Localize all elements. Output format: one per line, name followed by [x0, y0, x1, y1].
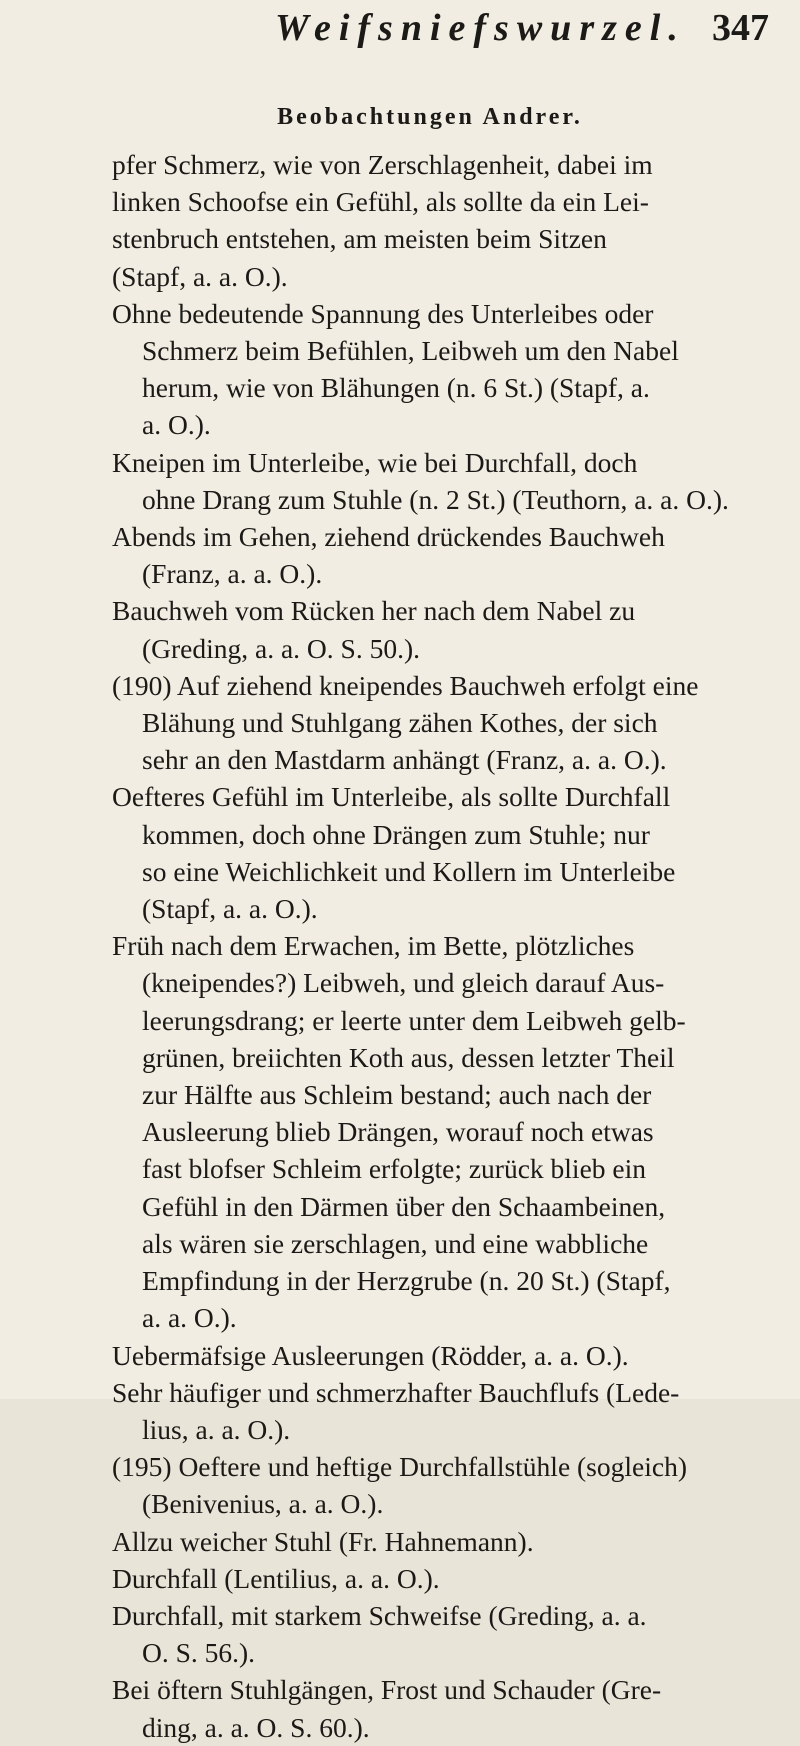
entry: Oefteres Gefühl im Unterleibe, als sollte Durchfall kommen, doch ohne Drängen zum Stuhle; nur so eine Weichlichkeit und Kollern im Unterleibe (Stapf, a. a. O.).	[112, 781, 676, 925]
entry: Allzu weicher Stuhl (Fr. Hahnemann).	[112, 1525, 534, 1557]
entry: Bauchweh vom Rücken her nach dem Nabel zu (Greding, a. a. O. S. 50.).	[112, 595, 636, 664]
page-number: 347	[712, 7, 769, 49]
entry: Früh nach dem Erwachen, im Bette, plötzliches (kneipendes?) Leibweh, und gleich darauf Aus- leerungsdrang; er leerte unter dem Leibweh gelb- grünen, breiichten Koth aus, dessen letzter Theil zur Hälfte aus Schleim bestand; auch nach der Ausleerung blieb Drängen, worauf noch etwas fast blofser Schleim erfolgte; zurück blieb ein Gefühl in den Därmen über den Schaambeinen, als wären sie zerschlagen, und eine wabbliche Empfindung in der Herzgrube (n. 20 St.) (Stapf, a. a. O.).	[112, 930, 686, 1334]
entry: Ohne bedeutende Spannung des Unterleibes oder Schmerz beim Befühlen, Leibweh um den Nabel herum, wie von Blähungen (n. 6 St.) (Stapf, a. a. O.).	[112, 297, 679, 441]
entry: Durchfall (Lentilius, a. a. O.).	[112, 1562, 440, 1594]
entry: (190) Auf ziehend kneipendes Bauchweh erfolgt eine Blähung und Stuhlgang zähen Kothes, der sich sehr an den Mastdarm anhängt (Franz, a. a. O.).	[112, 669, 699, 776]
entry: Sehr häufiger und schmerzhafter Bauchflufs (Lede- lius, a. a. O.).	[112, 1376, 680, 1445]
running-title: Weifsniefswurzel.	[275, 7, 686, 49]
entry: Uebermäfsige Ausleerungen (Rödder, a. a. O.).	[112, 1339, 629, 1371]
entry: Durchfall, mit starkem Schweifse (Greding, a. a. O. S. 56.).	[112, 1599, 647, 1669]
entry: Abends im Gehen, ziehend drückendes Bauchweh (Franz, a. a. O.).	[112, 521, 665, 590]
page-header	[0, 6, 800, 68]
entry: Kneipen im Unterleibe, wie bei Durchfall, doch ohne Drang zum Stuhle (n. 2 St.) (Teuthorn, a. a. O.).	[112, 446, 729, 515]
section-label: Beobachtungen Andrer.	[277, 104, 583, 130]
entry: (195) Oeftere und heftige Durchfallstühle (sogleich) (Benivenius, a. a. O.).	[112, 1451, 687, 1520]
entry: Bei öftern Stuhlgängen, Frost und Schauder (Gre- ding, a. a. O. S. 60.).	[112, 1674, 662, 1743]
entry: pfer Schmerz, wie von Zerschlagenheit, dabei im linken Schoofse ein Gefühl, als sollte da ein Lei- stenbruch entstehen, am meisten beim Sitzen (Stapf, a. a. O.).	[112, 149, 653, 292]
body-text	[112, 146, 780, 1746]
